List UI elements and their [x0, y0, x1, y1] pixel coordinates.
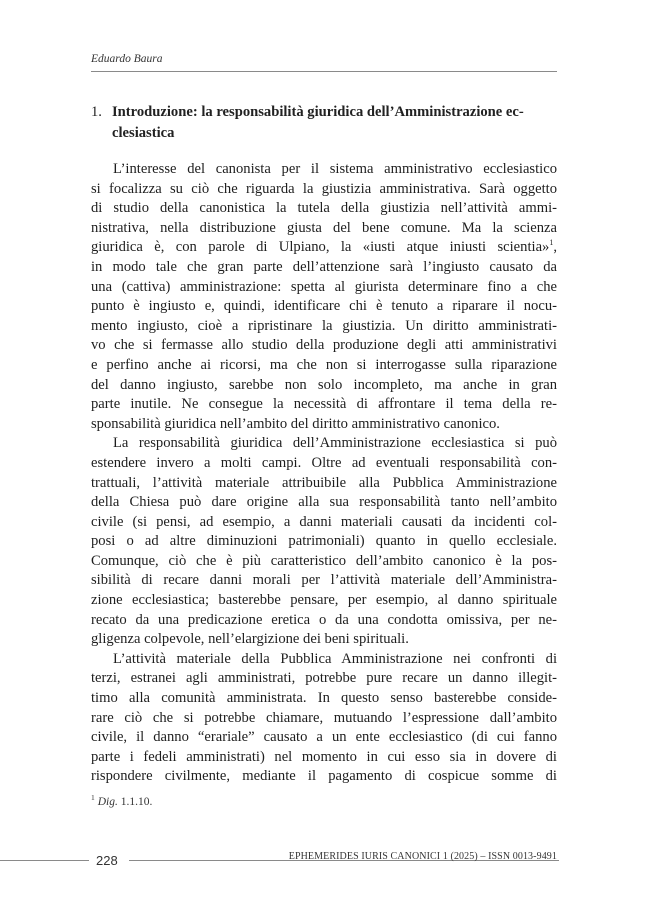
paragraph-2-line: recato da una predicazione eretica o da una condotta omissiva, per ne- [91, 611, 557, 628]
paragraph-1-line: mento ingiusto, cioè a ripristinare la giustizia. Un diritto amministrati- [91, 317, 557, 334]
paragraph-1-line: nistrativa, nella distribuzione giusta del bene comune. Ma la scienza [91, 219, 557, 236]
paragraph-2-line: civile (si pensi, ad esempio, a danni materiali causati da incidenti col- [91, 513, 557, 530]
header-rule [91, 71, 557, 72]
paragraph-2-line: Comunque, ciò che è più caratteristico dell’ambito canonico è la pos- [91, 552, 557, 569]
paragraph-1-line: del danno ingiusto, sarebbe non solo incompleto, ma anche in gran [91, 376, 557, 393]
paragraph-1-line: sponsabilità giuridica nell’ambito del diritto amministrativo canonico. [91, 415, 500, 432]
paragraph-1-line: vo che si fermasse allo studio della produzione degli atti amministrativi [91, 337, 557, 354]
body-text [91, 160, 557, 787]
paragraph-3-line: terzi, estranei agli amministrati, potrebbe pure recare un danno illegit- [91, 670, 557, 687]
footer-rule-left [0, 860, 89, 861]
paragraph-3-line: timo alla comunità amministrata. In questo senso basterebbe conside- [91, 690, 557, 707]
journal-line: EPHEMERIDES IURIS CANONICI 1 (2025) – ISSN 0013-9491 [288, 851, 557, 862]
paragraph-2-line: La responsabilità giuridica dell’Amministrazione ecclesiastica si può [113, 435, 557, 452]
paragraph-3-line: rispondere civilmente, mediante il pagamento di cospicue somme di [91, 768, 557, 785]
paragraph-1-line: e perfino anche ai ricorsi, ma che non si interrogasse sulla riparazione [91, 356, 557, 373]
section-title-line-1: Introduzione: la responsabilità giuridica dell’Amministrazione ec- [112, 104, 524, 120]
paragraph-2-line: sibilità di recare danni morali per l’attività materiale dell’Amministra- [91, 572, 557, 589]
footnote-reference-comma: , [553, 239, 557, 256]
page-number: 228 [96, 853, 118, 868]
paragraph-2-line: posi o ad altre diminuzioni patrimoniali) quanto in quello ecclesiale. [91, 533, 557, 550]
paragraph-3-line: parte i fedeli amministrati) nel momento in cui esso sia in dovere di [91, 748, 557, 765]
section-number: 1. [91, 104, 102, 120]
paragraph-3-line: civile, il danno “erariale” causato a un ente ecclesiastico (di cui fanno [91, 729, 557, 746]
paragraph-2-line: estendere invero a molti campi. Oltre ad eventuali responsabilità con- [91, 454, 557, 471]
footnote-reference[interactable]: 1 [549, 238, 554, 248]
running-head: Eduardo Baura [91, 53, 163, 65]
paragraph-1-line: di studio della canonistica la tutela della giustizia nell’attività ammi- [91, 200, 557, 217]
paragraph-1-line-with-footnote [91, 238, 557, 258]
paragraph-1-line: parte inutile. Ne consegue la necessità di affrontare il tema della re- [91, 396, 557, 413]
footnote-citation: 1.1.10. [117, 795, 153, 808]
paragraph-3-line: L’attività materiale della Pubblica Amministrazione nei confronti di [113, 650, 557, 667]
section-title-line-2: clesiastica [112, 125, 175, 141]
paragraph-2-line: zione ecclesiastica; basterebbe pensare, per esempio, al danno spirituale [91, 592, 557, 609]
footnote-mark: 1 [91, 793, 95, 802]
paragraph-1-line: punto è ingiusto e, quindi, identificare chi è tenuto a riparare il nocu- [91, 298, 557, 315]
section-heading [91, 102, 561, 144]
paragraph-1-line: L’interesse del canonista per il sistema amministrativo ecclesiastico [113, 161, 557, 177]
paragraph-1-line-text: giuridica è, con parole di Ulpiano, la «iusti atque iniusti scientia» [91, 239, 550, 256]
paragraph-2-line: della Chiesa può dare origine alla sua responsabilità tanto nell’ambito [91, 494, 557, 511]
paragraph-2-line: trattuali, l’attività materiale attribuibile alla Pubblica Amministrazione [91, 474, 557, 491]
paragraph-1-line: una (cattiva) amministrazione: spetta al giurista determinare fino a che [91, 278, 557, 295]
paragraph-3-line: rare ciò che si potrebbe chiamare, mutuando l’espressione dall’ambito [91, 709, 557, 726]
footnote-source: Dig. [97, 795, 118, 808]
paragraph-1-line: si focalizza su ciò che riguarda la giustizia amministrativa. Sarà oggetto [91, 180, 557, 197]
footnote [91, 793, 152, 808]
paragraph-1-line: in modo tale che gran parte dell’attenzione sarà l’ingiusto causato da [91, 258, 557, 275]
paragraph-2-line: gligenza colpevole, nell’elargizione dei beni spirituali. [91, 631, 409, 648]
